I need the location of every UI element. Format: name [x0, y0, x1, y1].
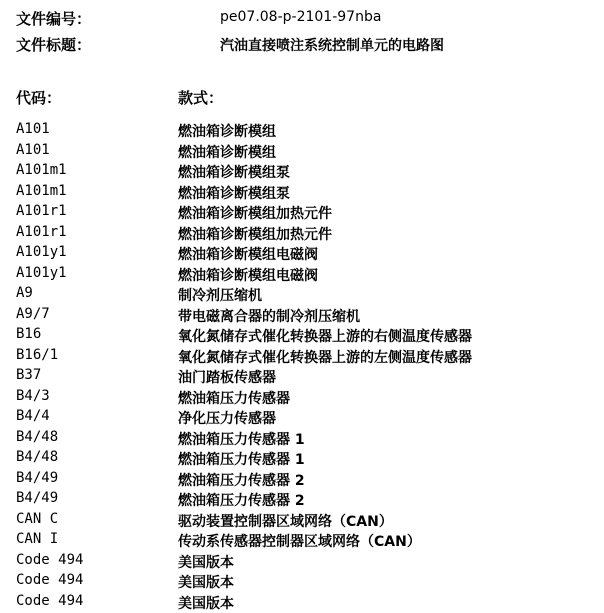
component-code: Code 494: [16, 552, 83, 568]
list-item: [0, 531, 604, 552]
component-code: A101: [16, 142, 50, 158]
component-code: B4/4: [16, 408, 50, 424]
component-description: 燃油箱诊断模组电磁阀: [178, 265, 318, 285]
component-description: 油门踏板传感器: [178, 367, 276, 387]
component-description: 燃油箱诊断模组加热元件: [178, 203, 332, 223]
component-code: B16: [16, 326, 41, 342]
code-column-header: 代码：: [16, 87, 61, 108]
list-item: [0, 183, 604, 204]
component-code: A101: [16, 121, 50, 137]
list-item: [0, 388, 604, 409]
list-item: [0, 244, 604, 265]
component-description: 燃油箱诊断模组加热元件: [178, 224, 332, 244]
component-description: 燃油箱诊断模组泵: [178, 183, 290, 203]
component-code: A9: [16, 285, 33, 301]
list-item: [0, 572, 604, 593]
list-item: [0, 449, 604, 470]
component-code: CAN I: [16, 531, 58, 547]
list-item: [0, 224, 604, 245]
list-item: [0, 203, 604, 224]
component-code: A101m1: [16, 183, 67, 199]
list-item: [0, 490, 604, 511]
component-description: 燃油箱诊断模组泵: [178, 162, 290, 182]
list-item: [0, 593, 604, 613]
component-description: 氧化氮储存式催化转换器上游的左侧温度传感器: [178, 347, 472, 367]
component-description: 燃油箱诊断模组: [178, 121, 276, 141]
list-item: [0, 121, 604, 142]
list-item: [0, 367, 604, 388]
list-item: [0, 162, 604, 183]
component-list: [0, 121, 604, 613]
component-description: 氧化氮储存式催化转换器上游的右侧温度传感器: [178, 326, 472, 346]
component-code: B4/48: [16, 429, 58, 445]
file-number-value: pe07.08-p-2101-97nba: [220, 9, 381, 25]
component-code: A101r1: [16, 203, 67, 219]
component-description: 燃油箱压力传感器: [178, 388, 290, 408]
component-code: Code 494: [16, 593, 83, 609]
component-description: 净化压力传感器: [178, 408, 276, 428]
component-code: B4/48: [16, 449, 58, 465]
component-description: 美国版本: [178, 552, 234, 572]
list-item: [0, 408, 604, 429]
component-code: A101y1: [16, 265, 67, 281]
component-description: 燃油箱诊断模组: [178, 142, 276, 162]
list-item: [0, 285, 604, 306]
component-code: A101y1: [16, 244, 67, 260]
component-description: 带电磁离合器的制冷剂压缩机: [178, 306, 360, 326]
style-column-header: 款式：: [178, 87, 223, 108]
component-code: B16/1: [16, 347, 58, 363]
file-number-label: 文件编号：: [16, 8, 91, 29]
list-item: [0, 429, 604, 450]
component-code: B4/49: [16, 470, 58, 486]
component-code: CAN C: [16, 511, 58, 527]
component-description: 燃油箱诊断模组电磁阀: [178, 244, 318, 264]
list-item: [0, 142, 604, 163]
component-code: B4/3: [16, 388, 50, 404]
file-title-label: 文件标题：: [16, 34, 91, 55]
list-item: [0, 326, 604, 347]
component-description: 美国版本: [178, 572, 234, 592]
component-code: A101r1: [16, 224, 67, 240]
component-description: 燃油箱压力传感器 1: [178, 429, 305, 449]
component-code: B4/49: [16, 490, 58, 506]
component-description: 燃油箱压力传感器 2: [178, 470, 305, 490]
component-code: A101m1: [16, 162, 67, 178]
component-description: 驱动装置控制器区域网络（CAN）: [178, 511, 393, 531]
list-item: [0, 347, 604, 368]
component-code: A9/7: [16, 306, 50, 322]
component-description: 美国版本: [178, 593, 234, 613]
component-description: 燃油箱压力传感器 1: [178, 449, 305, 469]
component-code: Code 494: [16, 572, 83, 588]
list-item: [0, 306, 604, 327]
list-item: [0, 265, 604, 286]
component-description: 传动系传感器控制器区域网络（CAN）: [178, 531, 421, 551]
list-item: [0, 470, 604, 491]
component-description: 燃油箱压力传感器 2: [178, 490, 305, 510]
component-code: B37: [16, 367, 41, 383]
list-item: [0, 511, 604, 532]
file-title-value: 汽油直接喷注系统控制单元的电路图: [220, 35, 444, 55]
list-item: [0, 552, 604, 573]
component-description: 制冷剂压缩机: [178, 285, 262, 305]
